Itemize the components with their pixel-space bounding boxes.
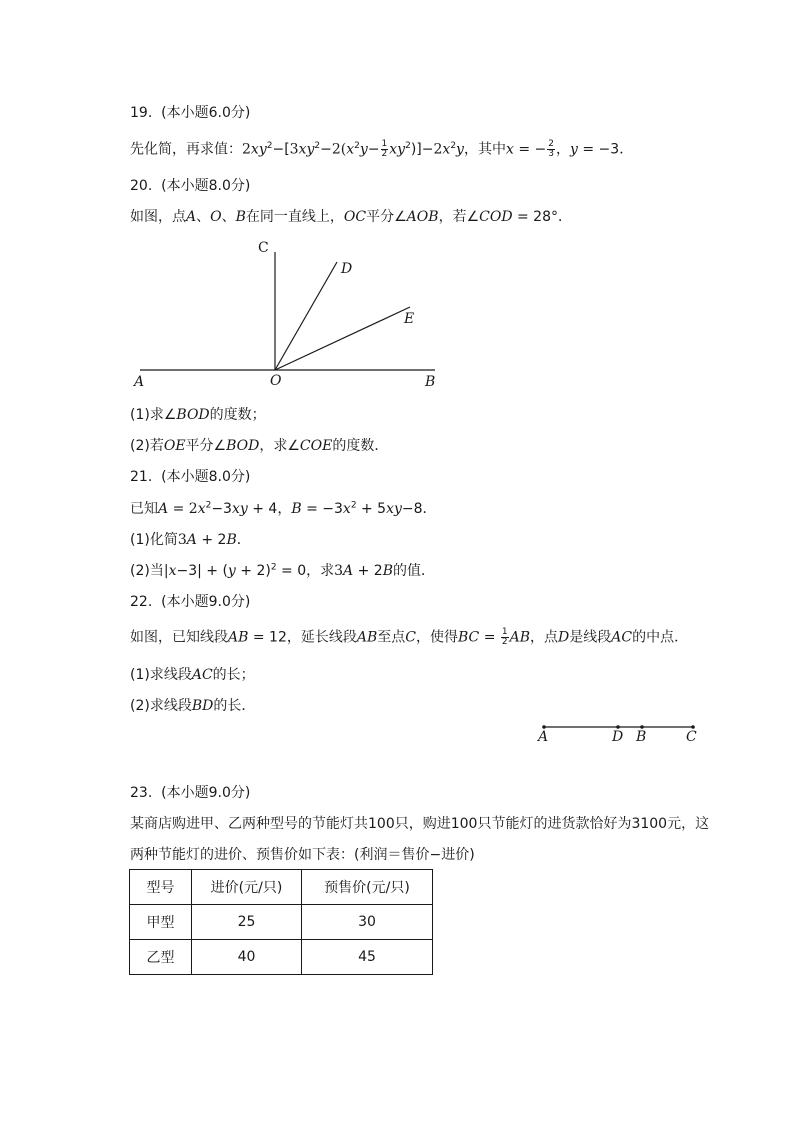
q21-stem: 已知$A = 2x^2-3xy + 4$，$B = -3x^2 + 5xy-8$．	[130, 500, 437, 517]
q22-segment-figure	[535, 718, 705, 748]
table-row	[130, 905, 433, 940]
q20-header: 20. (本小题8.0分)	[130, 178, 251, 194]
table-cell: 45	[302, 940, 433, 975]
q22-fraction: $\frac{1}{2}$	[501, 627, 508, 647]
q20-part2: (2)若OE平分∠BOD，求∠COE的度数．	[130, 438, 389, 454]
col-header-model: 型号	[130, 870, 192, 905]
table-cell: 甲型	[130, 905, 192, 940]
seg-label-d: D	[612, 729, 624, 745]
label-d: D	[341, 261, 353, 277]
q23-text-line1: 某商店购进甲、乙两种型号的节能灯共100只，购进100只节能灯的进货款恰好为3100元，这	[130, 816, 710, 832]
table-cell: 40	[192, 940, 302, 975]
seg-label-c: C	[686, 729, 697, 745]
q22-part2: (2)求线段BD的长．	[130, 698, 256, 714]
table-cell: 30	[302, 905, 433, 940]
table-cell: 25	[192, 905, 302, 940]
col-header-cost: 进价(元/只)	[192, 870, 302, 905]
q22-part1: (1)求线段AC的长；	[130, 667, 255, 683]
label-e: E	[404, 311, 415, 327]
q19-header: 19. (本小题6.0分)	[130, 105, 251, 121]
seg-label-a: A	[538, 729, 549, 745]
q23-text-line2: 两种节能灯的进价、预售价如下表：(利润＝售价−进价)	[130, 847, 475, 863]
ray-od	[275, 262, 337, 370]
table-cell: 乙型	[130, 940, 192, 975]
q20-part1: (1)求∠BOD的度数；	[130, 407, 266, 423]
q20-angle-figure	[130, 235, 450, 395]
label-a: A	[134, 374, 145, 390]
q19-fraction: $\frac{1}{2}$	[381, 139, 388, 159]
label-b: B	[425, 374, 436, 390]
q19-x-fraction: $\frac{2}{3}$	[548, 139, 554, 159]
q20-stem: 如图，点A、O、B在同一直线上，OC平分∠AOB，若∠COD = 28°．	[130, 209, 572, 225]
ray-oe	[275, 307, 410, 370]
q22-header: 22. (本小题9.0分)	[130, 594, 251, 610]
q23-header: 23. (本小题9.0分)	[130, 785, 251, 801]
col-header-presale: 预售价(元/只)	[302, 870, 433, 905]
table-header-row	[130, 870, 433, 905]
seg-label-b: B	[636, 729, 647, 745]
price-table	[129, 869, 433, 975]
q21-part2: (2)当$|x-3| + (y + 2)^2 = 0$，求3A + 2B的值．	[130, 562, 436, 579]
q19-stem: 先化简，再求值：$2xy^2-[3xy^2-2(x^2y-$ $\frac{1}{2}$ $xy^2)]-2x^2y$，其中x = − $\frac{2}{3}$ ，y = −3．	[130, 139, 634, 159]
label-o: O	[270, 373, 282, 389]
table-row	[130, 940, 433, 975]
q22-stem: 如图，已知线段AB = 12，延长线段AB至点C，使得BC = $\frac{1}{2}$ AB，点D是线段AC的中点．	[130, 627, 689, 647]
q21-header: 21. (本小题8.0分)	[130, 469, 251, 485]
q21-part1: (1)化简3A + 2B．	[130, 532, 251, 548]
label-c: C	[258, 240, 269, 256]
